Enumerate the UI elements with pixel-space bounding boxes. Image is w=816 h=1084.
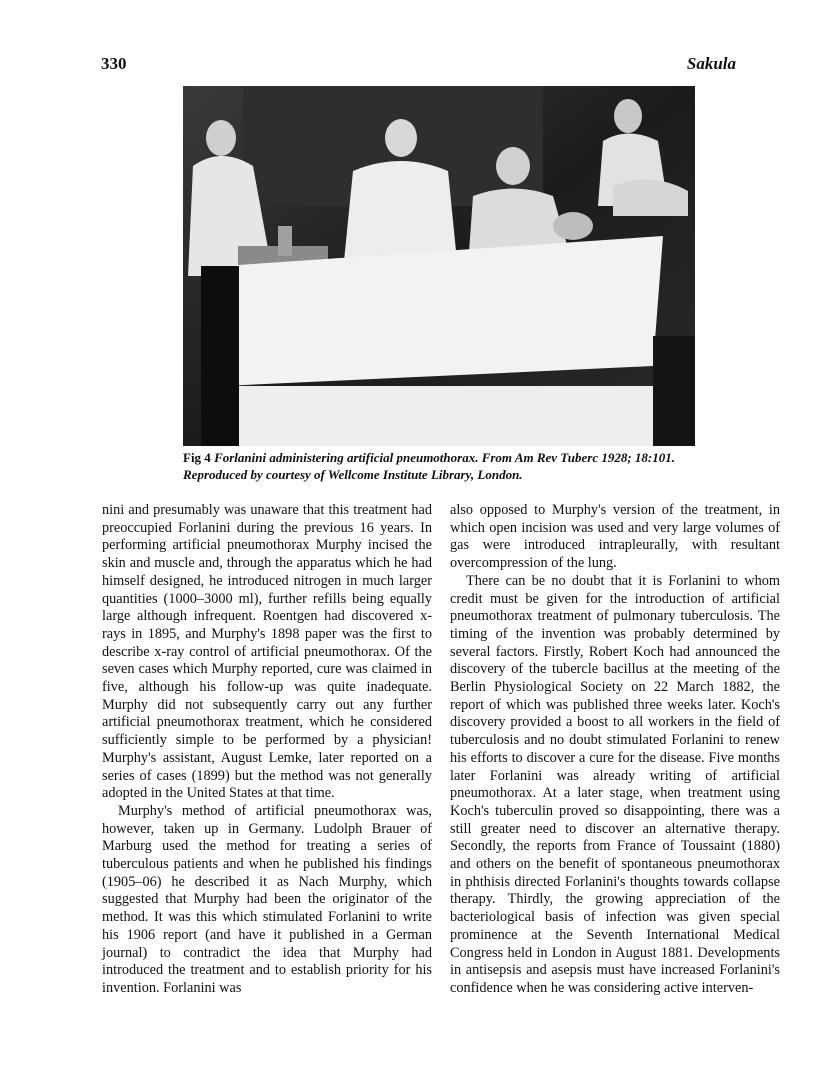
page-number: 330 [101, 54, 127, 73]
running-head: Sakula [686, 54, 736, 73]
left-column [102, 502, 432, 998]
caption-text: Forlanini administering artificial pneumothorax. From Am Rev Tuberc 1928; 18:101. Reproduced by courtesy of Wellcome Institute Library, London. [183, 450, 676, 482]
right-column [450, 502, 780, 998]
paragraph: also opposed to Murphy's version of the treatment, in which open incision was used and very large volumes of gas were introduced intrapleurally, with resultant overcompression of the lung. [450, 502, 780, 572]
paragraph: Murphy's method of artificial pneumothorax was, however, taken up in Germany. Ludolph Brauer of Marburg used the method for treating a series of tuberculous patients and when he published his findings (1905–06) he described it as Nach Murphy, which suggested that Murphy had been the originator of the method. It was this which stimulated Forlanini to write his 1906 report (and have it published in a German journal) to contradict the idea that Murphy had introduced the treatment and to establish priority for his invention. Forlanini was [102, 802, 432, 996]
figure-caption [183, 449, 723, 483]
photograph-illustration [183, 86, 695, 446]
paragraph: There can be no doubt that it is Forlanini to whom credit must be given for the introduction of artificial pneumothorax treatment of pulmonary tuberculosis. The timing of the invention was probably determined by several factors. Firstly, Robert Koch had announced the discovery of the tubercle bacillus at the meeting of the Berlin Physiological Society on 22 March 1882, the report of which was published three weeks later. Koch's discovery provided a boost to all workers in the field of tuberculosis and no doubt stimulated Forlanini to renew his efforts to discover a cure for the disease. Five months later Forlanini was already writing of artificial pneumothorax. At a later stage, when treatment using Koch's tuberculin proved so disappointing, there was a still greater need to discover an alternative therapy. Secondly, the reports from France of Toussaint (1880) and others on the benefit of spontaneous pneumothorax in phthisis directed Forlanini's thoughts towards collapse therapy. Thirdly, the growing appreciation of the bacteriological basis of infection was given special prominence at the Seventh International Medical Congress held in London in August 1881. Developments in antisepsis and asepsis must have increased Forlanini's confidence when he was considering active interven- [450, 572, 780, 996]
paragraph: nini and presumably was unaware that this treatment had preoccupied Forlanini during the previous 16 years. In performing artificial pneumothorax Murphy incised the skin and muscle and, through the apparatus which he had himself designed, he introduced nitrogen in much larger quantities (1000–3000 ml), further refills being equally large although infrequent. Roentgen had discovered x-rays in 1895, and Murphy's 1898 paper was the first to describe x-ray control of artificial pneumothorax. Of the seven cases which Murphy reported, cure was claimed in five, although his follow-up was quite inadequate. Murphy did not subsequently carry out any further artificial pneumothorax treatment, which he considered sufficiently simple to be performed by a physician! Murphy's assistant, August Lemke, later reported on a series of cases (1899) but the method was not generally adopted in the United States at that time. [102, 502, 432, 802]
figure-photograph [183, 86, 695, 446]
caption-label: Fig 4 [183, 450, 211, 465]
